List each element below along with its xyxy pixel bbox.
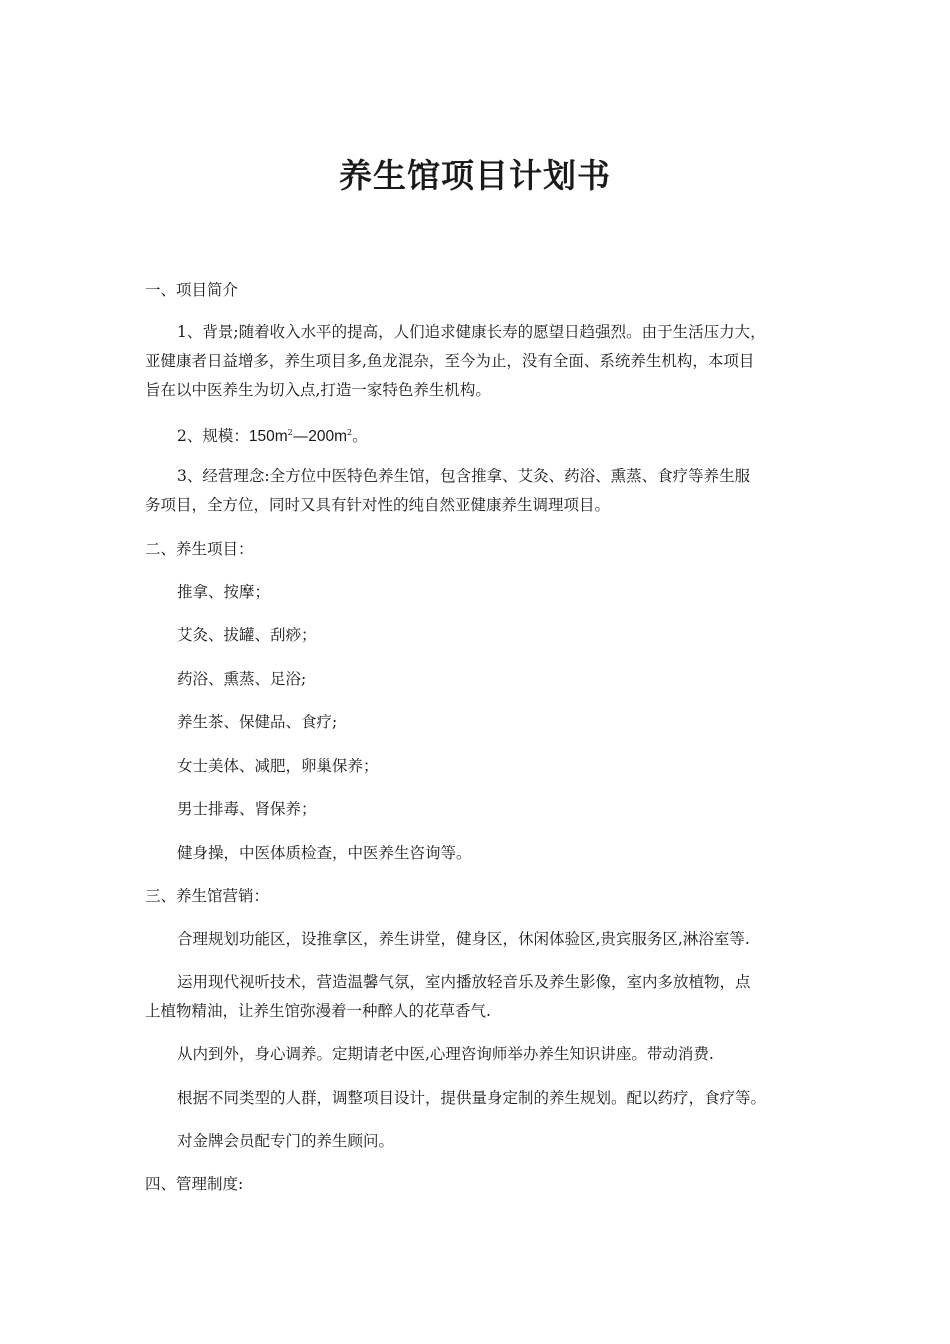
paragraph-marketing-3: 从内到外，身心调养。定期请老中医,心理咨询师举办养生知识讲座。带动消费. — [177, 1045, 714, 1063]
list-item: 养生茶、保健品、食疗; — [177, 713, 338, 731]
list-item: 健身操，中医体质检查，中医养生咨询等。 — [177, 844, 472, 862]
scale-dash: — — [292, 427, 309, 445]
paragraph-marketing-4: 根据不同类型的人群，调整项目设计，提供量身定制的养生规划。配以药疗，食疗等。 — [177, 1089, 767, 1107]
scale-prefix: 2、规模： — [177, 427, 249, 445]
paragraph-marketing-2-line-1: 运用现代视听技术，营造温馨气氛，室内播放轻音乐及养生影像，室内多放植物，点 — [177, 973, 751, 991]
paragraph-marketing-1: 合理规划功能区，设推拿区，养生讲堂，健身区，休闲体验区,贵宾服务区,淋浴室等. — [177, 930, 750, 948]
scale-from-sup: 2 — [287, 428, 293, 437]
list-item: 艾灸、拔罐、刮痧； — [177, 626, 317, 644]
list-item: 女士美体、减肥，卵巢保养； — [177, 757, 379, 775]
scale-to: 200m — [308, 428, 348, 445]
list-item: 男士排毒、肾保养； — [177, 800, 317, 818]
paragraph-philosophy-line-1: 3、经营理念:全方位中医特色养生馆，包含推拿、艾灸、药浴、熏蒸、食疗等养生服 — [177, 467, 751, 485]
list-item: 推拿、按摩； — [177, 583, 271, 601]
scale-from: 150m — [248, 428, 288, 445]
scale-suffix: 。 — [352, 427, 368, 445]
document-title: 养生馆项目计划书 — [339, 156, 611, 195]
paragraph-background-line-2: 亚健康者日益增多，养生项目多,鱼龙混杂，至今为止，没有全面、系统养生机构，本项目 — [145, 352, 755, 370]
scale-to-sup: 2 — [347, 428, 353, 437]
paragraph-background-line-3: 旨在以中医养生为切入点,打造一家特色养生机构。 — [145, 381, 491, 399]
section-heading-intro: 一、项目简介 — [145, 281, 239, 299]
paragraph-background-line-1: 1、背景;随着收入水平的提高，人们追求健康长寿的愿望日趋强烈。由于生活压力大， — [177, 323, 766, 341]
paragraph-philosophy-line-2: 务项目，全方位，同时又具有针对性的纯自然亚健康养生调理项目。 — [145, 496, 611, 514]
list-item: 药浴、熏蒸、足浴; — [177, 670, 307, 688]
paragraph-marketing-5: 对金牌会员配专门的养生顾问。 — [177, 1132, 395, 1150]
section-heading-management: 四、管理制度: — [145, 1175, 244, 1193]
paragraph-marketing-2-line-2: 上植物精油，让养生馆弥漫着一种醉人的花草香气. — [145, 1002, 491, 1020]
paragraph-scale — [177, 422, 368, 448]
section-heading-marketing: 三、养生馆营销： — [145, 887, 270, 905]
section-heading-projects: 二、养生项目： — [145, 540, 254, 558]
